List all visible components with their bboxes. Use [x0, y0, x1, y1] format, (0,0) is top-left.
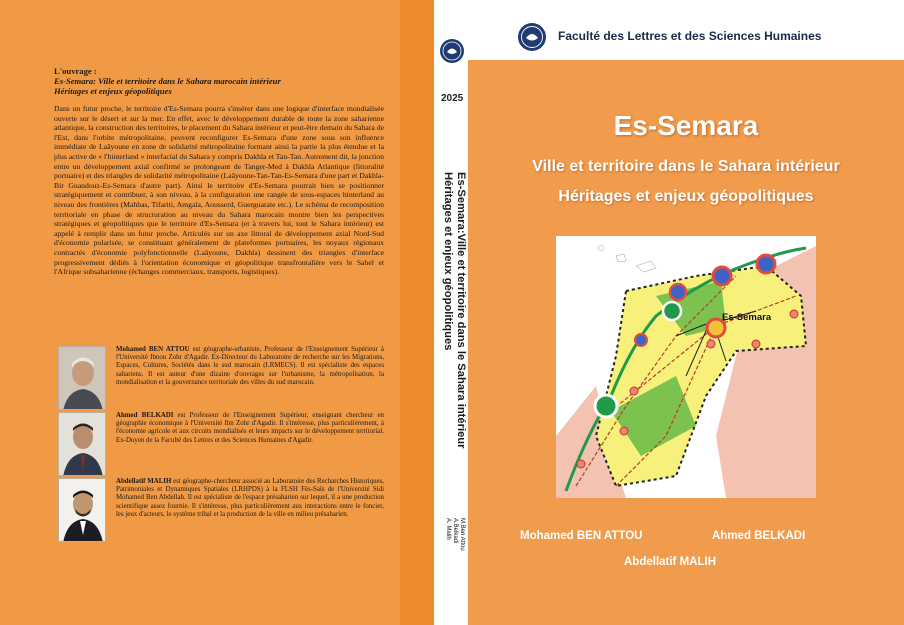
faculty-name: Faculté des Lettres et des Sciences Humaines [558, 29, 822, 43]
author-bio-text: est géographe-chercheur associé au Laboratoire des Recharches Historiques, Patrimoniales et Dynamiques Spatiales (LRHPDS) à la FLSH Fès-Saïs de l'Université Sidi Mohamed Ben Abdellah. Il est spécialiste de l'espace présaharien sur lequel, il a une production scientifique assez fournie. Il s'intéresse, plus particulièrement aux interactions entre le foncier, les jeux d'acteurs, le système tribal et la production de la ville en milieu présaharien. [116, 478, 385, 518]
author-block-1 [58, 346, 388, 410]
author-bio [116, 412, 384, 445]
spine-author: M.Ben Attou [459, 518, 465, 551]
heading-label: L'ouvrage : [54, 66, 97, 76]
author-name: Abdellatif MALIH [116, 478, 172, 485]
front-author-2: Ahmed BELKADI [712, 530, 806, 542]
book-title: Es-Semara [613, 110, 759, 141]
front-author-1: Mohamed BEN ATTOU [520, 530, 643, 542]
territorial-map [556, 236, 816, 498]
author-photo [58, 412, 106, 476]
author-name: Ahmed BELKADI [116, 412, 174, 419]
author-name: Mohamed BEN ATTOU [116, 346, 190, 353]
heading-subtitle: Héritages et enjeux géopolitiques [54, 86, 172, 96]
heading-title: Es-Semara: Ville et territoire dans le Sahara marocain intérieur [54, 76, 281, 86]
author-bio [116, 478, 384, 519]
publication-year: 2025 [441, 93, 464, 104]
author-bio-text: est géographe-urbaniste, Professeur de l'Enseignement Supérieur à l'Université Ibnou Zohr d'Agadir. Ex-Directeur du Laboratoire de recherche sur les Migrations, Espaces, Cultures, Sociétés dans le sud marocain (LRMECS). Il est spécialiste des espaces sahariens. Il est auteur d'une dizaine d'ouvrages sur l'urbanisme, la métropolisation, la mondialisation et la gouvernance territoriale des villes du sud marocain. [116, 346, 384, 386]
map-city-label: Es-Semara [722, 312, 772, 323]
spine-author: A. Malih [445, 518, 451, 540]
author-photo [58, 346, 106, 410]
book-subtitle-line2: Héritages et enjeux géopolitiques [558, 188, 814, 205]
back-cover-heading [54, 66, 374, 96]
author-bio-text: est Professeur de l'Enseignement Supérieur, enseignant chercheur en géographie économique à l'Université Ibn Zohr d'Agadir. Il s'intéresse, plus particulièrement, à l'économie agricole et aux circuits mondialisés et leurs impacts sur le développement territorial. Ex-Doyen de la Faculté des Lettres et des Sciences Humaines d'Agadir. [116, 412, 384, 444]
book-subtitle-line1: Ville et territoire dans le Sahara intérieur [532, 158, 840, 175]
spine-author: A.Belkadi [452, 518, 458, 544]
spine-authors [444, 518, 465, 551]
spine-color-band [400, 0, 434, 625]
faculty-logo-icon [517, 22, 547, 52]
author-block-3 [58, 478, 388, 542]
university-logo-icon [439, 38, 465, 64]
spine-title-line1: Es-Semara:Ville et territoire dans le Sahara intérieur [455, 172, 467, 449]
spine-title-line2: Héritages et enjeux géopolitiques [442, 172, 454, 351]
front-author-3: Abdellatif MALIH [624, 556, 716, 568]
back-cover [0, 0, 400, 625]
author-bio [116, 346, 384, 387]
author-photo [58, 478, 106, 542]
book-summary: Dans un futur proche, le territoire d'Es-Semara pourra s'insérer dans une logique d'interface mondialisée ouverte sur le désert et sur la mer. En effet, avec le développement durable de toute la zone saharienne atlantique, la construction des territoires, le placement du Sahara intérieur et peut-être demain du Sahara de l'Est, dans l'orbite métropolitaine, peuvent reconfigurer Es-Semara d'une zone sous son influence immédiate de Laâyoune en zone de solidarité métropolitaine formant ainsi la partie la plus étendue et la plus active de « l'hinterland » interfacial du Sahara y compris Dakhla et Tan-Tan. Autrement dit, la jonction entre un développement axial confirmé se prolongeant de Tanger-Med à Dakhla Atlantique (littoralité portuaire) et des triangles de solidarité métropolitaine (Laâyoune-Tan-Tan-Es-Semara d'une part et Dakhla-Bir Guandouz-Es-Semara d'autre part). Ainsi le territoire d'Es-Semara pourrait bien se positionner stratégiquement et contribuer, à son niveau, à la configuration une rangée de sous-espaces hinterland au niveau des frontières (Mahbas, Tifariti, Amgala, Aousserd, Guerguarate etc.). Le schéma de recomposition territoriale en phase de structuration au niveau du Sahara marocain montre bien les perspectives stratégiques et géopolitiques que le territoire d'Es-Semara (et à travers lui, tout le Sahara intérieur) est appelé à remplir dans un futur proche. Articulés sur un axe littoral de développement axial Nord-Sud d'économie polarisée, se constituant généralement de plateformes portuaires, les noyaux régionaux contractés d'économie polyfonctionnelle (Laâyoune, Dakhla) dessinent des triangles d'interface progressivement dédiés à l'orientation économique et géopolitique transfrontalière vers le Sahel et l'Afrique subsaharienne (échanges commerciaux, transports, logistiques). [54, 104, 384, 277]
author-block-2 [58, 412, 388, 476]
